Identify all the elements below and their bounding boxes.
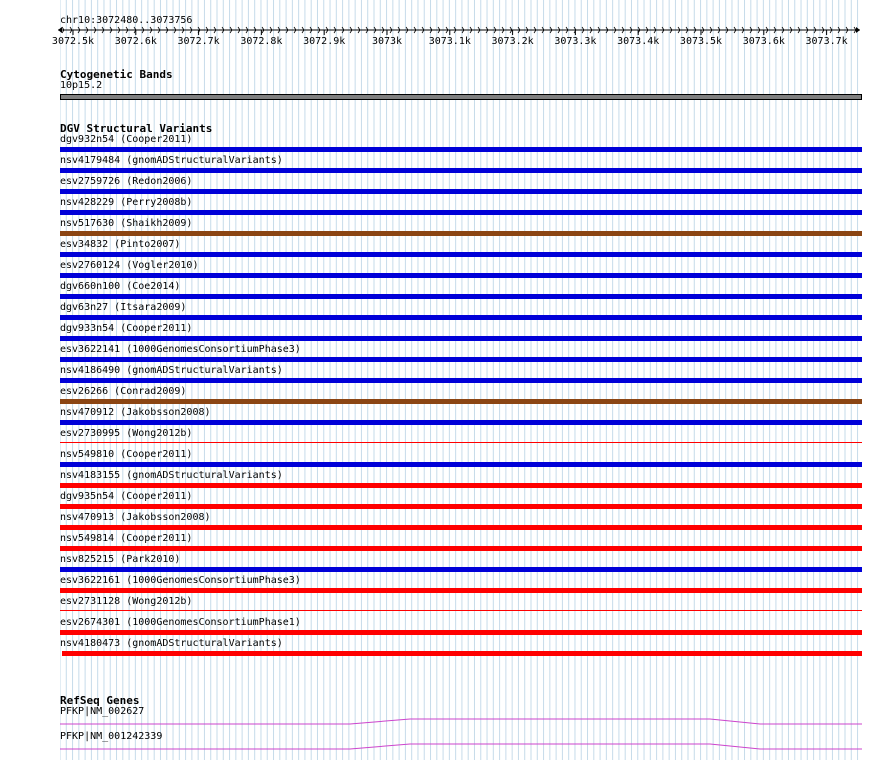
dgv-feature-label[interactable]: nsv470913 (Jakobsson2008) bbox=[60, 512, 211, 523]
dgv-feature-label[interactable]: dgv660n100 (Coe2014) bbox=[60, 281, 181, 292]
refseq-gene-label[interactable]: PFKP|NM_001242339 bbox=[60, 731, 163, 742]
ruler-tick-label: 3073.1k bbox=[428, 36, 471, 47]
ruler-tick-label: 3073.5k bbox=[679, 36, 723, 47]
ruler-tick-label: 3072.6k bbox=[114, 36, 157, 47]
dgv-feature-label[interactable]: nsv4179484 (gnomADStructuralVariants) bbox=[60, 155, 283, 166]
dgv-feature-label[interactable]: esv2674301 (1000GenomesConsortiumPhase1) bbox=[60, 617, 301, 628]
dgv-feature-bar[interactable] bbox=[60, 483, 862, 488]
dgv-feature-label[interactable]: dgv935n54 (Cooper2011) bbox=[60, 491, 193, 502]
dgv-feature-label[interactable]: esv34832 (Pinto2007) bbox=[60, 239, 181, 250]
dgv-feature-label[interactable]: esv2760124 (Vogler2010) bbox=[60, 260, 199, 271]
refseq-gene-glyph[interactable] bbox=[60, 741, 862, 753]
dgv-feature-bar[interactable] bbox=[60, 273, 862, 278]
dgv-feature-label[interactable]: esv3622141 (1000GenomesConsortiumPhase3) bbox=[60, 344, 301, 355]
ruler-tick-label: 3072.5k bbox=[51, 36, 95, 47]
dgv-feature-label[interactable]: nsv4180473 (gnomADStructuralVariants) bbox=[60, 638, 283, 649]
dgv-feature-label[interactable]: nsv428229 (Perry2008b) bbox=[60, 197, 193, 208]
dgv-feature-bar[interactable] bbox=[60, 525, 862, 530]
ruler-tick-label: 3073k bbox=[371, 36, 403, 47]
dgv-feature-label[interactable]: esv2759726 (Redon2006) bbox=[60, 176, 193, 187]
dgv-feature-bar[interactable] bbox=[60, 168, 862, 173]
cytoband-track-title: Cytogenetic Bands bbox=[60, 68, 173, 81]
ruler-tick-label: 3073.4k bbox=[617, 36, 660, 47]
dgv-feature-bar[interactable] bbox=[60, 315, 862, 320]
dgv-feature-bar[interactable] bbox=[60, 442, 862, 443]
dgv-feature-label[interactable]: dgv932n54 (Cooper2011) bbox=[60, 134, 193, 145]
dgv-feature-bar[interactable] bbox=[60, 189, 862, 194]
dgv-feature-bar[interactable] bbox=[60, 588, 862, 593]
dgv-track-title: DGV Structural Variants bbox=[60, 122, 213, 135]
dgv-feature-bar[interactable] bbox=[60, 231, 862, 236]
dgv-feature-label[interactable]: esv26266 (Conrad2009) bbox=[60, 386, 187, 397]
ruler-tick-label: 3073.6k bbox=[742, 36, 785, 47]
dgv-feature-label[interactable]: esv2731128 (Wong2012b) bbox=[60, 596, 193, 607]
ruler-tick-label: 3072.8k bbox=[240, 36, 283, 47]
ruler-tick-label: 3072.7k bbox=[177, 36, 220, 47]
dgv-feature-bar[interactable] bbox=[60, 462, 862, 467]
dgv-feature-bar[interactable] bbox=[60, 610, 862, 611]
ruler-tick-label: 3073.2k bbox=[491, 36, 534, 47]
dgv-feature-bar[interactable] bbox=[60, 630, 862, 635]
dgv-feature-bar[interactable] bbox=[60, 504, 862, 509]
dgv-feature-label[interactable]: esv3622161 (1000GenomesConsortiumPhase3) bbox=[60, 575, 301, 586]
dgv-feature-label[interactable]: nsv825215 (Park2010) bbox=[60, 554, 181, 565]
refseq-gene-label[interactable]: PFKP|NM_002627 bbox=[60, 706, 145, 717]
ruler-tick-label: 3073.3k bbox=[554, 36, 597, 47]
dgv-feature-bar[interactable] bbox=[60, 357, 862, 362]
dgv-feature-label[interactable]: nsv4186490 (gnomADStructuralVariants) bbox=[60, 365, 283, 376]
refseq-track-title: RefSeq Genes bbox=[60, 694, 140, 707]
dgv-feature-bar[interactable] bbox=[60, 546, 862, 551]
dgv-feature-bar[interactable] bbox=[60, 420, 862, 425]
dgv-feature-label[interactable]: dgv933n54 (Cooper2011) bbox=[60, 323, 193, 334]
dgv-feature-bar[interactable] bbox=[60, 378, 862, 383]
dgv-feature-bar[interactable] bbox=[60, 294, 862, 299]
dgv-feature-label[interactable]: nsv4183155 (gnomADStructuralVariants) bbox=[60, 470, 283, 481]
ruler-tick-label: 3073.7k bbox=[805, 36, 848, 47]
dgv-feature-bar[interactable] bbox=[60, 399, 862, 404]
dgv-feature-bar[interactable] bbox=[60, 210, 862, 215]
locus-label: chr10:3072480..3073756 bbox=[60, 15, 193, 26]
ruler-tick-label: 3072.9k bbox=[303, 36, 346, 47]
dgv-feature-label[interactable]: nsv517630 (Shaikh2009) bbox=[60, 218, 193, 229]
refseq-gene-glyph[interactable] bbox=[60, 716, 862, 728]
dgv-feature-label[interactable]: dgv63n27 (Itsara2009) bbox=[60, 302, 187, 313]
cytoband-label[interactable]: 10p15.2 bbox=[60, 80, 103, 91]
dgv-feature-bar[interactable] bbox=[60, 336, 862, 341]
dgv-feature-label[interactable]: nsv549814 (Cooper2011) bbox=[60, 533, 193, 544]
dgv-feature-label[interactable]: esv2730995 (Wong2012b) bbox=[60, 428, 193, 439]
dgv-feature-label[interactable]: nsv549810 (Cooper2011) bbox=[60, 449, 193, 460]
dgv-feature-bar[interactable] bbox=[60, 147, 862, 152]
dgv-feature-label[interactable]: nsv470912 (Jakobsson2008) bbox=[60, 407, 211, 418]
dgv-feature-bar[interactable] bbox=[60, 252, 862, 257]
dgv-feature-bar[interactable] bbox=[60, 567, 862, 572]
dgv-feature-bar[interactable] bbox=[62, 651, 862, 656]
